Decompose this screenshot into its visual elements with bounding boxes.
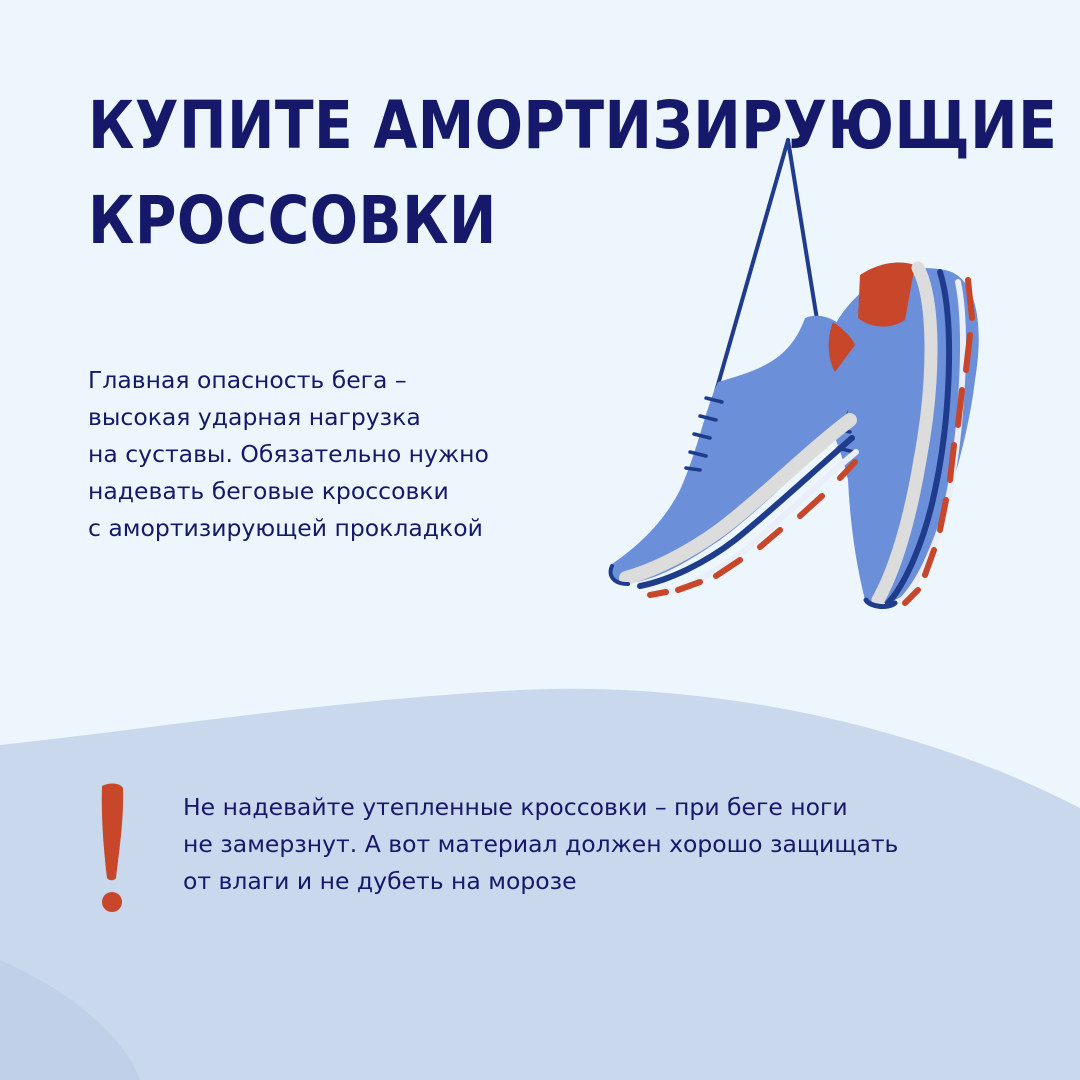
body-line: с амортизирующей прокладкой	[88, 514, 483, 542]
body-line: на суставы. Обязательно нужно	[88, 440, 489, 468]
hanging-sneakers-illustration	[600, 130, 1000, 620]
body-line: высокая ударная нагрузка	[88, 403, 421, 431]
body-paragraph	[88, 362, 568, 547]
note-line: не замерзнут. А вот материал должен хорошо защищать	[183, 830, 899, 858]
title-line-1: КУПИТЕ АМОРТИЗИРУЮЩИЕ	[88, 87, 1058, 164]
sneaker-left	[611, 316, 856, 596]
body-line: надевать беговые кроссовки	[88, 477, 449, 505]
note-line: от влаги и не дубеть на морозе	[183, 867, 577, 895]
note-line: Не надевайте утепленные кроссовки – при беге ноги	[183, 793, 848, 821]
body-line: Главная опасность бега –	[88, 366, 407, 394]
warning-note	[183, 789, 1043, 900]
exclamation-icon	[92, 780, 136, 920]
title-line-2: КРОССОВКИ	[88, 182, 497, 260]
